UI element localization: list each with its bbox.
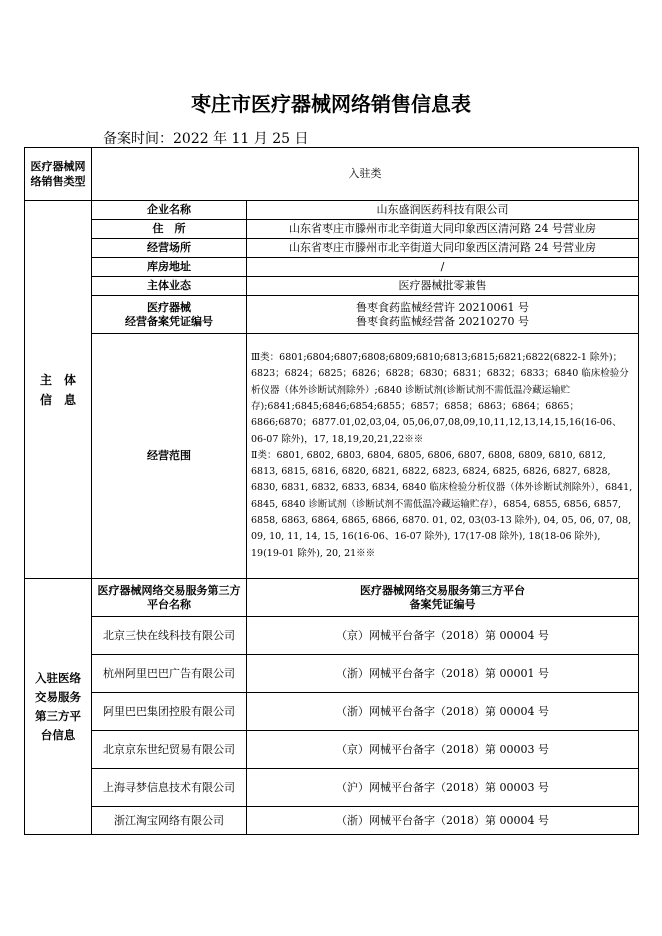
platform-name: 上海寻梦信息技术有限公司 <box>92 769 247 807</box>
subject-row <box>25 334 639 579</box>
premises-label: 经营场所 <box>92 239 247 258</box>
filing-time: 备案时间：2022 年 11 月 25 日 <box>103 131 309 147</box>
scope-value <box>247 334 639 579</box>
subject-row <box>25 277 639 296</box>
platform-row <box>25 769 639 807</box>
subject-row <box>25 201 639 220</box>
platform-cert: （京）网械平台备字（2018）第 00004 号 <box>247 617 639 655</box>
scope-class3: Ⅲ类：6801;6804;6807;6808;6809;6810;6813;6815;6821;6822(6822-1 除外)；6823；6824；6825；6826；6828；6830；6831；6832；6833；6840 临床检验分析仪器（体外诊断试剂除外）;6840 诊断试剂(诊断试剂不需低温冷藏运输贮存);6841;6845;6846;6854;6855；6857；6858；6863；6864；6865；6866;6870；6877.01,02,03,04, 05,06,07,08,09,10,11,12,13,14,15,16(16-06、06-07 除外)，17, 18,19,20,21,22※※ <box>251 352 629 445</box>
platform-name: 阿里巴巴集团控股有限公司 <box>92 693 247 731</box>
platform-section-text: 入驻医络交易服务第三方平台信息 <box>35 670 81 742</box>
license-label-line2: 经营备案凭证编号 <box>125 314 213 328</box>
type-label <box>25 148 92 201</box>
platform-cert-header-text: 医疗器械网络交易服务第三方平台备案凭证编号 <box>360 583 525 611</box>
subject-row <box>25 239 639 258</box>
residence-value: 山东省枣庄市滕州市北辛街道大同印象西区清河路 24 号营业房 <box>247 220 639 239</box>
business-type-label: 主体业态 <box>92 277 247 296</box>
platform-name: 北京三快在线科技有限公司 <box>92 617 247 655</box>
type-row <box>25 148 639 201</box>
license-value <box>247 296 639 334</box>
platform-name: 北京京东世纪贸易有限公司 <box>92 731 247 769</box>
residence-label: 住 所 <box>92 220 247 239</box>
business-type-value: 医疗器械批零兼售 <box>247 277 639 296</box>
platform-row <box>25 655 639 693</box>
platform-name: 杭州阿里巴巴广告有限公司 <box>92 655 247 693</box>
warehouse-value: / <box>247 258 639 277</box>
company-name-label: 企业名称 <box>92 201 247 220</box>
company-name-value: 山东盛润医药科技有限公司 <box>247 201 639 220</box>
subject-row <box>25 258 639 277</box>
license-label <box>92 296 247 334</box>
platform-cert-header <box>247 579 639 617</box>
scope-label: 经营范围 <box>92 334 247 579</box>
license-value-line2: 鲁枣食药监械经营备 20210270 号 <box>356 314 529 328</box>
platform-cert: （浙）网械平台备字（2018）第 00004 号 <box>247 693 639 731</box>
platform-cert: （浙）网械平台备字（2018）第 00004 号 <box>247 807 639 835</box>
license-value-line1: 鲁枣食药监械经营许 20210061 号 <box>356 300 529 314</box>
subject-row <box>25 220 639 239</box>
info-table <box>24 147 639 835</box>
subject-row <box>25 296 639 334</box>
platform-header-row <box>25 579 639 617</box>
type-label-text: 医疗器械网络销售类型 <box>30 160 86 188</box>
subject-section-text: 主 体 信 息 <box>39 372 76 407</box>
premises-value: 山东省枣庄市滕州市北辛街道大同印象西区清河路 24 号营业房 <box>247 239 639 258</box>
platform-cert: （京）网械平台备字（2018）第 00003 号 <box>247 731 639 769</box>
page-title: 枣庄市医疗器械网络销售信息表 <box>191 92 471 116</box>
license-label-line1: 医疗器械 <box>147 300 191 314</box>
warehouse-label: 库房地址 <box>92 258 247 277</box>
subject-section-label <box>25 201 92 579</box>
type-value: 入驻类 <box>92 148 639 201</box>
platform-row <box>25 807 639 835</box>
platform-cert: （浙）网械平台备字（2018）第 00001 号 <box>247 655 639 693</box>
platform-name: 浙江淘宝网络有限公司 <box>92 807 247 835</box>
scope-class2: Ⅱ类：6801, 6802, 6803, 6804, 6805, 6806, 6807, 6808, 6809, 6810, 6812, 6813, 6815, 6816, 6820, 6821, 6822, 6823, 6824, 6825, 6826, 6827, 6828, 6830, 6831, 6832, 6833, 6834, 6840 临床检验分析仪器（体外诊断试剂除外），6841, 6845, 6840 诊断试剂（诊断试剂不需低温冷藏运输贮存），6854, 6855, 6856, 6857, 6858, 6863, 6864, 6865, 6866, 6870. 01, 02, 03(03-13 除外), 04, 05, 06, 07, 08, 09, 10, 11, 14, 15, 16(16-06、16-07 除外), 17(17-08 除外), 18(18-06 除外), 19(19-01 除外), 20, 21※※ <box>251 449 633 559</box>
platform-row <box>25 693 639 731</box>
platform-name-header: 医疗器械网络交易服务第三方平台名称 <box>92 579 247 617</box>
platform-cert: （沪）网械平台备字（2018）第 00003 号 <box>247 769 639 807</box>
platform-row <box>25 731 639 769</box>
platform-section-label <box>25 579 92 835</box>
platform-row <box>25 617 639 655</box>
